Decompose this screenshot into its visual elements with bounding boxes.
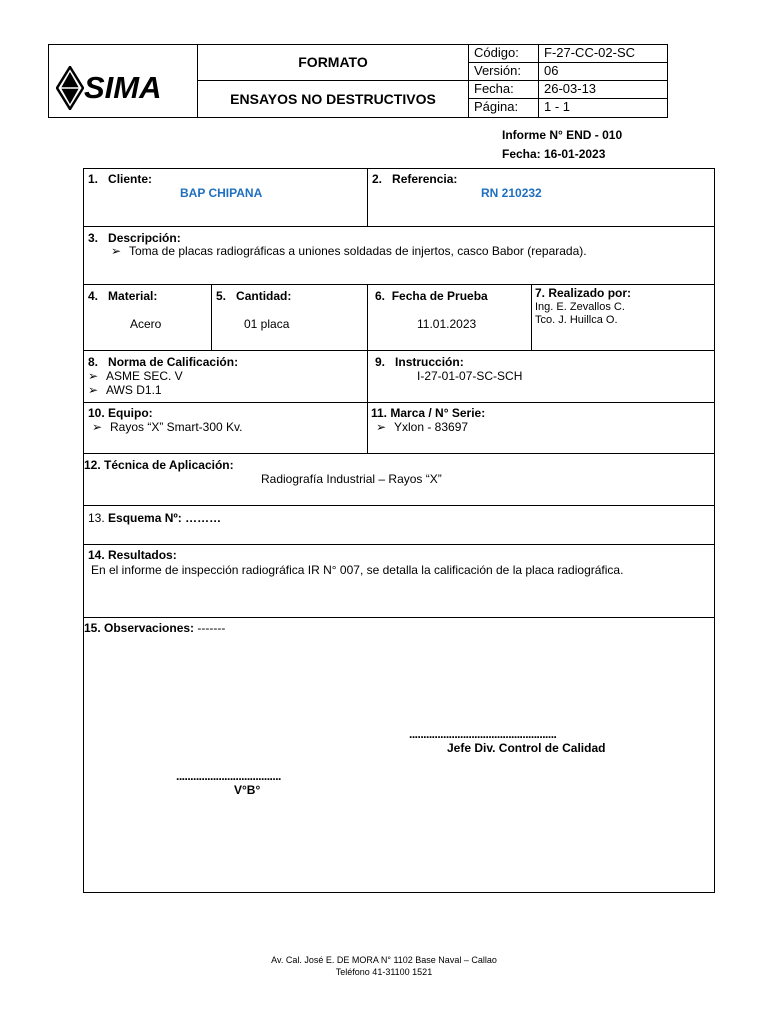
- col-line: [367, 168, 368, 226]
- observaciones-label: 15. Observaciones: -------: [84, 621, 226, 635]
- bullet-icon: ➢: [88, 383, 99, 397]
- row-line: [83, 284, 715, 285]
- footer-address: Av. Cal. José E. DE MORA N° 1102 Base Naval – Callao: [271, 955, 497, 965]
- logo-text: SIMA: [84, 70, 162, 105]
- realizado-line-2: Tco. J. Huillca O.: [535, 314, 618, 326]
- meta-version-label: Versión:: [474, 63, 521, 78]
- material-value: Acero: [130, 317, 162, 331]
- sima-diamond-icon: [56, 66, 84, 110]
- header-bottom-line: [198, 117, 468, 118]
- bullet-icon: ➢: [92, 420, 103, 434]
- cantidad-label: 5. Cantidad:: [216, 289, 292, 303]
- resultados-value: En el informe de inspección radiográfica IR N° 007, se detalla la calificación de la placa radiográfica.: [91, 563, 624, 577]
- norma-item: ➢ ASME SEC. V: [88, 369, 183, 383]
- vb-signature-label: V°B°: [234, 783, 261, 797]
- realizado-line-1: Ing. E. Zevallos C.: [535, 301, 625, 313]
- jefe-signature-label: Jefe Div. Control de Calidad: [447, 741, 606, 755]
- fecha-prueba-value: 11.01.2023: [417, 317, 477, 331]
- material-label: 4. Material:: [88, 289, 158, 303]
- bullet-icon: ➢: [376, 420, 387, 434]
- row-line: [83, 402, 715, 403]
- cantidad-value: 01 placa: [244, 317, 290, 331]
- cliente-value: BAP CHIPANA: [180, 186, 263, 200]
- meta-fecha-label: Fecha:: [474, 81, 514, 96]
- esquema-label: 13. Esquema Nº: ………: [88, 511, 222, 525]
- tecnica-value: Radiografía Industrial – Rayos “X”: [261, 472, 442, 486]
- jefe-signature-line: ....................................................: [409, 727, 557, 741]
- informe-number: Informe N° END - 010: [502, 128, 623, 142]
- header-formato: FORMATO: [298, 54, 368, 70]
- row-line: [83, 544, 715, 545]
- header-top-line: [198, 44, 468, 45]
- bullet-icon: ➢: [88, 369, 99, 383]
- meta-pagina-value: 1 - 1: [544, 99, 571, 114]
- equipo-item: ➢ Rayos “X” Smart-300 Kv.: [92, 420, 243, 434]
- referencia-value: RN 210232: [481, 186, 542, 200]
- cliente-label: 1. Cliente:: [88, 172, 153, 186]
- row-line: [83, 505, 715, 506]
- realizado-label: 7. Realizado por:: [535, 286, 632, 300]
- meta-pagina-label: Página:: [474, 99, 519, 114]
- meta-divider: [538, 44, 539, 118]
- tecnica-label: 12. Técnica de Aplicación:: [84, 458, 234, 472]
- header-document-title: ENSAYOS NO DESTRUCTIVOS: [230, 91, 436, 107]
- marca-label: 11. Marca / N° Serie:: [371, 406, 486, 420]
- col-line: [367, 284, 368, 350]
- instruccion-value: I-27-01-07-SC-SCH: [417, 369, 523, 383]
- instruccion-label: 9. Instrucción:: [375, 355, 464, 369]
- informe-date: Fecha: 16-01-2023: [502, 147, 606, 161]
- header-mid-line: [198, 80, 468, 81]
- form-table: [83, 168, 715, 893]
- meta-version-value: 06: [544, 63, 559, 78]
- meta-codigo-label: Código:: [474, 45, 519, 60]
- footer-phone: Teléfono 41-31100 1521: [335, 967, 433, 977]
- row-line: [83, 350, 715, 351]
- row-line: [83, 453, 715, 454]
- sima-logo: [56, 66, 176, 112]
- norma-label: 8. Norma de Calificación:: [88, 355, 239, 369]
- col-line: [211, 284, 212, 350]
- col-line: [531, 284, 532, 350]
- bullet-icon: ➢: [111, 244, 122, 258]
- row-line: [83, 226, 715, 227]
- meta-fecha-value: 26-03-13: [544, 81, 597, 96]
- equipo-label: 10. Equipo:: [88, 406, 153, 420]
- resultados-label: 14. Resultados:: [88, 548, 177, 562]
- referencia-label: 2. Referencia:: [372, 172, 458, 186]
- descripcion-label: 3. Descripción:: [88, 231, 181, 245]
- meta-codigo-value: F-27-CC-02-SC: [544, 45, 636, 60]
- row-line: [83, 617, 715, 618]
- col-line: [367, 350, 368, 453]
- marca-item: ➢ Yxlon - 83697: [376, 420, 469, 434]
- vb-signature-line: .....................................: [176, 769, 281, 783]
- descripcion-value: ➢ Toma de placas radiográficas a uniones soldadas de injertos, casco Babor (reparada).: [111, 244, 587, 258]
- norma-item: ➢ AWS D1.1: [88, 383, 162, 397]
- fecha-prueba-label: 6. Fecha de Prueba: [375, 289, 488, 303]
